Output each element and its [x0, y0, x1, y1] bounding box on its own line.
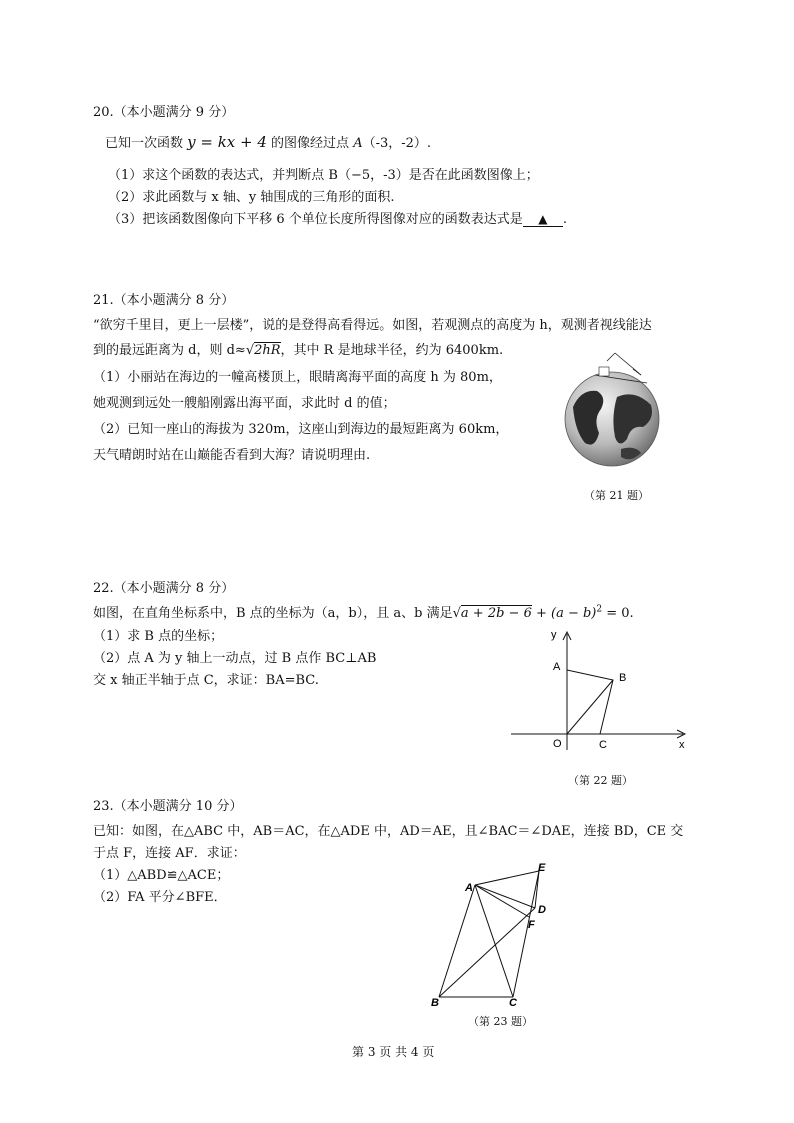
point-b-label: B [619, 672, 627, 684]
point-a-label: A [465, 882, 473, 894]
q20-part2: （2）求此函数与 x 轴、y 轴围成的三角形的面积. [108, 190, 395, 205]
q22-line1: 如图，在直角坐标系中，B 点的坐标为（a，b），且 a、b 满足$√a + 2b - 6 + (a - b)^2 = 0$. [93, 604, 634, 621]
q21-line6: 天气晴朗时站在山巅能否看到大海？请说明理由. [93, 448, 371, 463]
q22-caption: （第 22 题） [568, 774, 633, 787]
radicand: a + 2b − 6 [460, 606, 532, 621]
sqrt-sign: √ [245, 343, 255, 358]
globe-figure [555, 345, 675, 480]
q20-stem: 已知一次函数 y = kx + 4 的图像经过点 A（-3，-2）. [105, 133, 432, 151]
point-f-label: F [528, 919, 535, 931]
q23-header: 23.（本小题满分 10 分） [93, 799, 243, 814]
point-b-label: B [431, 997, 439, 1009]
q21-line1: “欲穷千里目，更上一层楼”，说的是登得高看得远。如图，若观测点的高度为 h，观测者视线能达 [93, 318, 652, 333]
q23-line1: 已知：如图，在△ABC 中，AB＝AC，在△ADE 中，AD＝AE，且∠BAC＝∠DAE，连接 BD，CE 交 [93, 824, 684, 839]
q22-line4: 交 x 轴正半轴于点 C，求证：BA=BC. [93, 673, 319, 688]
point-c-label: C [509, 997, 517, 1009]
x-axis-label: x [679, 739, 685, 751]
q21-caption: （第 21 题） [584, 489, 649, 502]
q22-line3: （2）点 A 为 y 轴上一动点，过 B 点作 BC⊥AB [93, 651, 377, 666]
q22-header: 22.（本小题满分 8 分） [93, 581, 235, 596]
q22-coordinate-figure [505, 626, 690, 754]
q23-line3: （1）△ABD≌△ACE； [93, 868, 230, 883]
q21-header: 21.（本小题满分 8 分） [93, 293, 235, 308]
q23-line4: （2）FA 平分∠BFE． [93, 890, 227, 905]
q21-line4: 她观测到远处一艘船刚露出海平面，求此时 d 的值； [93, 396, 396, 411]
point-a-label: A [553, 661, 561, 673]
q23-caption: （第 23 题） [468, 1015, 533, 1028]
point-c-label: C [599, 739, 607, 751]
q21-line3: （1）小丽站在海边的一幢高楼顶上，眼睛离海平面的高度 h 为 80m， [93, 370, 502, 385]
page-footer: 第 3 页 共 4 页 [352, 1045, 435, 1059]
q20-part3: （3）把该函数图像向下平移 6 个单位长度所得图像对应的函数表达式是 ▲ . [108, 212, 567, 227]
point-d-label: D [538, 904, 546, 916]
q20-header: 20.（本小题满分 9 分） [93, 105, 235, 120]
q21-line5: （2）已知一座山的海拔为 320m，这座山到海边的最短距离为 60km， [93, 422, 509, 437]
answer-blank: ▲ [523, 212, 563, 227]
q22-line2: （1）求 B 点的坐标； [93, 629, 224, 644]
q23-triangle-figure [425, 855, 560, 1010]
origin-label: O [553, 738, 562, 750]
y-axis-label: y [551, 629, 557, 641]
q21-line2: 到的最远距离为 d，则 d≈√2hR，其中 R 是地球半径，约为 6400km. [93, 343, 504, 358]
point-e-label: E [538, 862, 546, 874]
q23-line2: 于点 F，连接 AF．求证： [93, 846, 246, 861]
radicand: 2hR [254, 343, 281, 358]
q20-equation: y = kx + 4 [187, 133, 267, 151]
q20-part1: （1）求这个函数的表达式，并判断点 B（−5，-3）是否在此函数图像上； [108, 168, 539, 183]
